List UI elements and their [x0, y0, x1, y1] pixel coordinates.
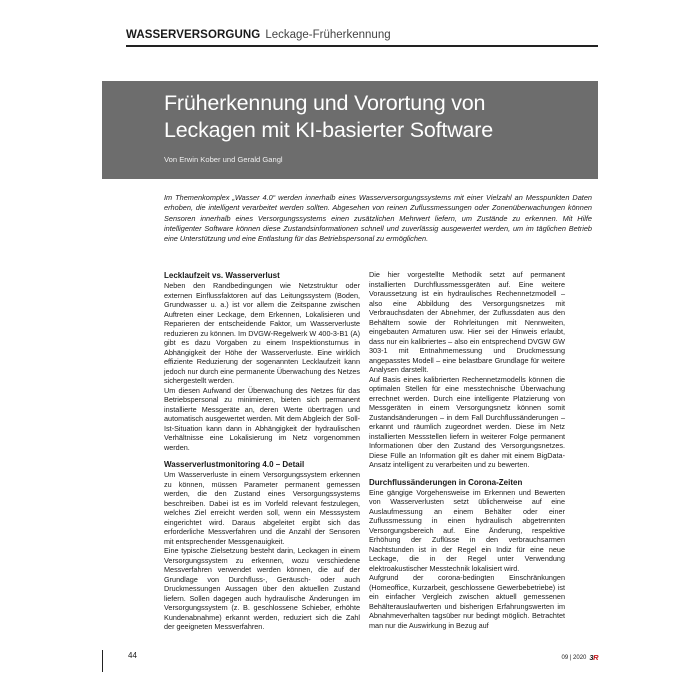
- page-number: 44: [128, 651, 137, 660]
- paragraph: Auf Basis eines kalibrierten Rechennetzmodells können die optimalen Stellen für eine messtechnische Überwachung errechnet werden. Durch eine intelligente Platzierung von Messgeräten in einem Versorgungsnetz können somit Zustandsänderungen – in dem Fall Durchflussänderungen – erkannt und räumlich zugeordnet werden. Diese im Netz installierten Messstellen liefern in weiterer Folge permanent Informationen über den Zustand des Versorgungsnetzes. Diese Fülle an Information gilt es daher mit einem BigData-Ansatz intelligent zu verarbeiten und zu bewerten.: [369, 374, 565, 469]
- article-title: [164, 90, 493, 144]
- issue-label: 09 | 2020: [561, 654, 587, 661]
- logo-prefix: 3: [589, 653, 594, 662]
- heading-corona: Durchflussänderungen in Corona-Zeiten: [369, 477, 523, 487]
- paragraph: Die hier vorgestellte Methodik setzt auf permanent installierten Durchflussmessgeräten auf. Eine weitere Voraussetzung ist ein hydraulisches Rechennetzmodell – also eine Abbildung des Versorgungsnetzes mit Verbrauchsdaten der Abnehmer, der Zuflussdaten aus den Behältern sowie der Rohrleitungen mit Nennweiten, eingebauten Armaturen usw. Hier sei der Hinweis erlaubt, dass nur ein kalibriertes – also ein entsprechend DVGW GW 303-1 mit Entnahmemessung und Druckmessung angepasstes Modell – eine belastbare Grundlage für weitere Analysen darstellt.: [369, 270, 565, 374]
- right-column: [369, 270, 565, 630]
- paragraph: Eine typische Zielsetzung besteht darin, Leckagen in einem Versorgungssystem zu erkennen, wozu verschiedene Messverfahren verwendet werden können, die auf der Grundlage von Durchfluss-, Geräusch- oder auch Druckmessungen Aussagen über den aktuellen Zustand liefern. Sollen dagegen auch hydraulische Änderungen im Versorgungssystem (z. B. geschlossene Schieber, erhöhte Kundenabnahme) erkannt werden, reduziert sich die Zahl der geeigneten Messverfahren.: [164, 546, 360, 631]
- paragraph: Um Wasserverluste in einem Versorgungssystem erkennen zu können, müssen Parameter permanent gemessen werden, die den Zustand eines Versorgungssystems beschreiben. Dabei ist es im Vorfeld relevant festzulegen, welches Ziel erreicht werden soll, wenn ein Messsystem eingerichtet wird. Daraus abgeleitet ergibt sich das erforderliche Messverfahren und die Anzahl der Sensoren mit entsprechender Messgenauigkeit.: [164, 470, 360, 546]
- paragraph: Um diesen Aufwand der Überwachung des Netzes für das Betriebspersonal zu minimieren, bieten sich permanent installierte Messgeräte an, deren Werte übertragen und automatisch ausgewertet werden. Mit dem Abgleich der Soll-Ist-Situation kann dann in Abhängigkeit der hydraulischen Verhältnisse eine Lokalisierung im Netz vorgenommen werden.: [164, 385, 360, 452]
- title-line-2: Leckagen mit KI-basierter Software: [164, 118, 493, 142]
- section-label: WASSERVERSORGUNG: [126, 29, 261, 41]
- paragraph: Aufgrund der corona-bedingten Einschränkungen (Homeoffice, Kurzarbeit, geschlossene Gewerbebetriebe) ist ein einfacher Vergleich zwischen aktuell gemessenen Behälterauslaufwerten und bisherigen Erfahrungswerten im Abnahmeverhalten tagsüber nur bedingt möglich. Betrachtet man nur die Auswirkung in Bezug auf: [369, 573, 565, 630]
- magazine-logo: [589, 653, 598, 662]
- footer-rule: [102, 650, 103, 672]
- header-rule: [126, 45, 598, 47]
- paragraph: Eine gängige Vorgehensweise im Erkennen und Bewerten von Wasserverlusten setzt üblicherweise auf eine Auslaufmessung an einem Behälter oder einer Zuflussmessung in einen hydraulisch abgetrennten Versorgungsbereich auf. Eine Änderung, respektive Erhöhung der Zuflüsse in den verbrauchsarmen Nachtstunden ist in der Regel ein Indiz für eine neue Leckage, die in der Regel unter Verwendung elektroakustischer Messtechnik lokalisiert wird.: [369, 487, 565, 573]
- article-authors: Von Erwin Kober und Gerald Gangl: [164, 155, 283, 164]
- left-column: [164, 270, 360, 632]
- topic-label: Leckage-Früherkennung: [265, 29, 391, 41]
- paragraph: Neben den Randbedingungen wie Netzstruktur oder externen Einflussfaktoren auf das Leitungssystem (Boden, Grundwasser u. a.) ist vor allem die Zeitspanne zwischen Auftreten einer Leckage, dem Erkennen, Lokalisieren und Reparieren der entscheidende Faktor, um Wasserverluste reduzieren zu können. Im DVGW-Regelwerk W 400-3-B1 (A) gibt es dazu Vorgaben zu einem Inspektionsturnus in Abhängigkeit der Höhe der Wasserverluste. Eine wirklich effiziente Reduzierung der sogenannten Lecklaufzeit kann jedoch nur durch eine permanente Überwachung des Netzes sichergestellt werden.: [164, 281, 360, 385]
- running-header: [126, 28, 598, 42]
- heading-monitoring: Wasserverlustmonitoring 4.0 – Detail: [164, 460, 305, 469]
- title-banner: [102, 81, 598, 179]
- title-line-1: Früherkennung und Vorortung von: [164, 91, 486, 115]
- footer-issue: [561, 653, 598, 662]
- heading-lecklaufzeit: Lecklaufzeit vs. Wasserverlust: [164, 271, 280, 280]
- logo-suffix: R: [593, 653, 598, 662]
- article-intro: Im Themenkomplex „Wasser 4.0“ werden innerhalb eines Wasserversorgungssystems mit einer Vielzahl an Messpunkten Daten erhoben, die intelligent verarbeitet werden sollten. Abgesehen von reinen Zuflussmessungen oder Zonenüberwachungen können Sensoren innerhalb eines Versorgungssystems einen zusätzlichen Mehrwert liefern, um Zustände zu erkennen. Mit Hilfe intelligenter Software können diese Zustandsinformationen schnell und zuverlässig ausgewertet werden, um im täglichen Betrieb eine Unterstützung und eine Entlastung für das Betriebspersonal zu ermöglichen.: [164, 193, 592, 244]
